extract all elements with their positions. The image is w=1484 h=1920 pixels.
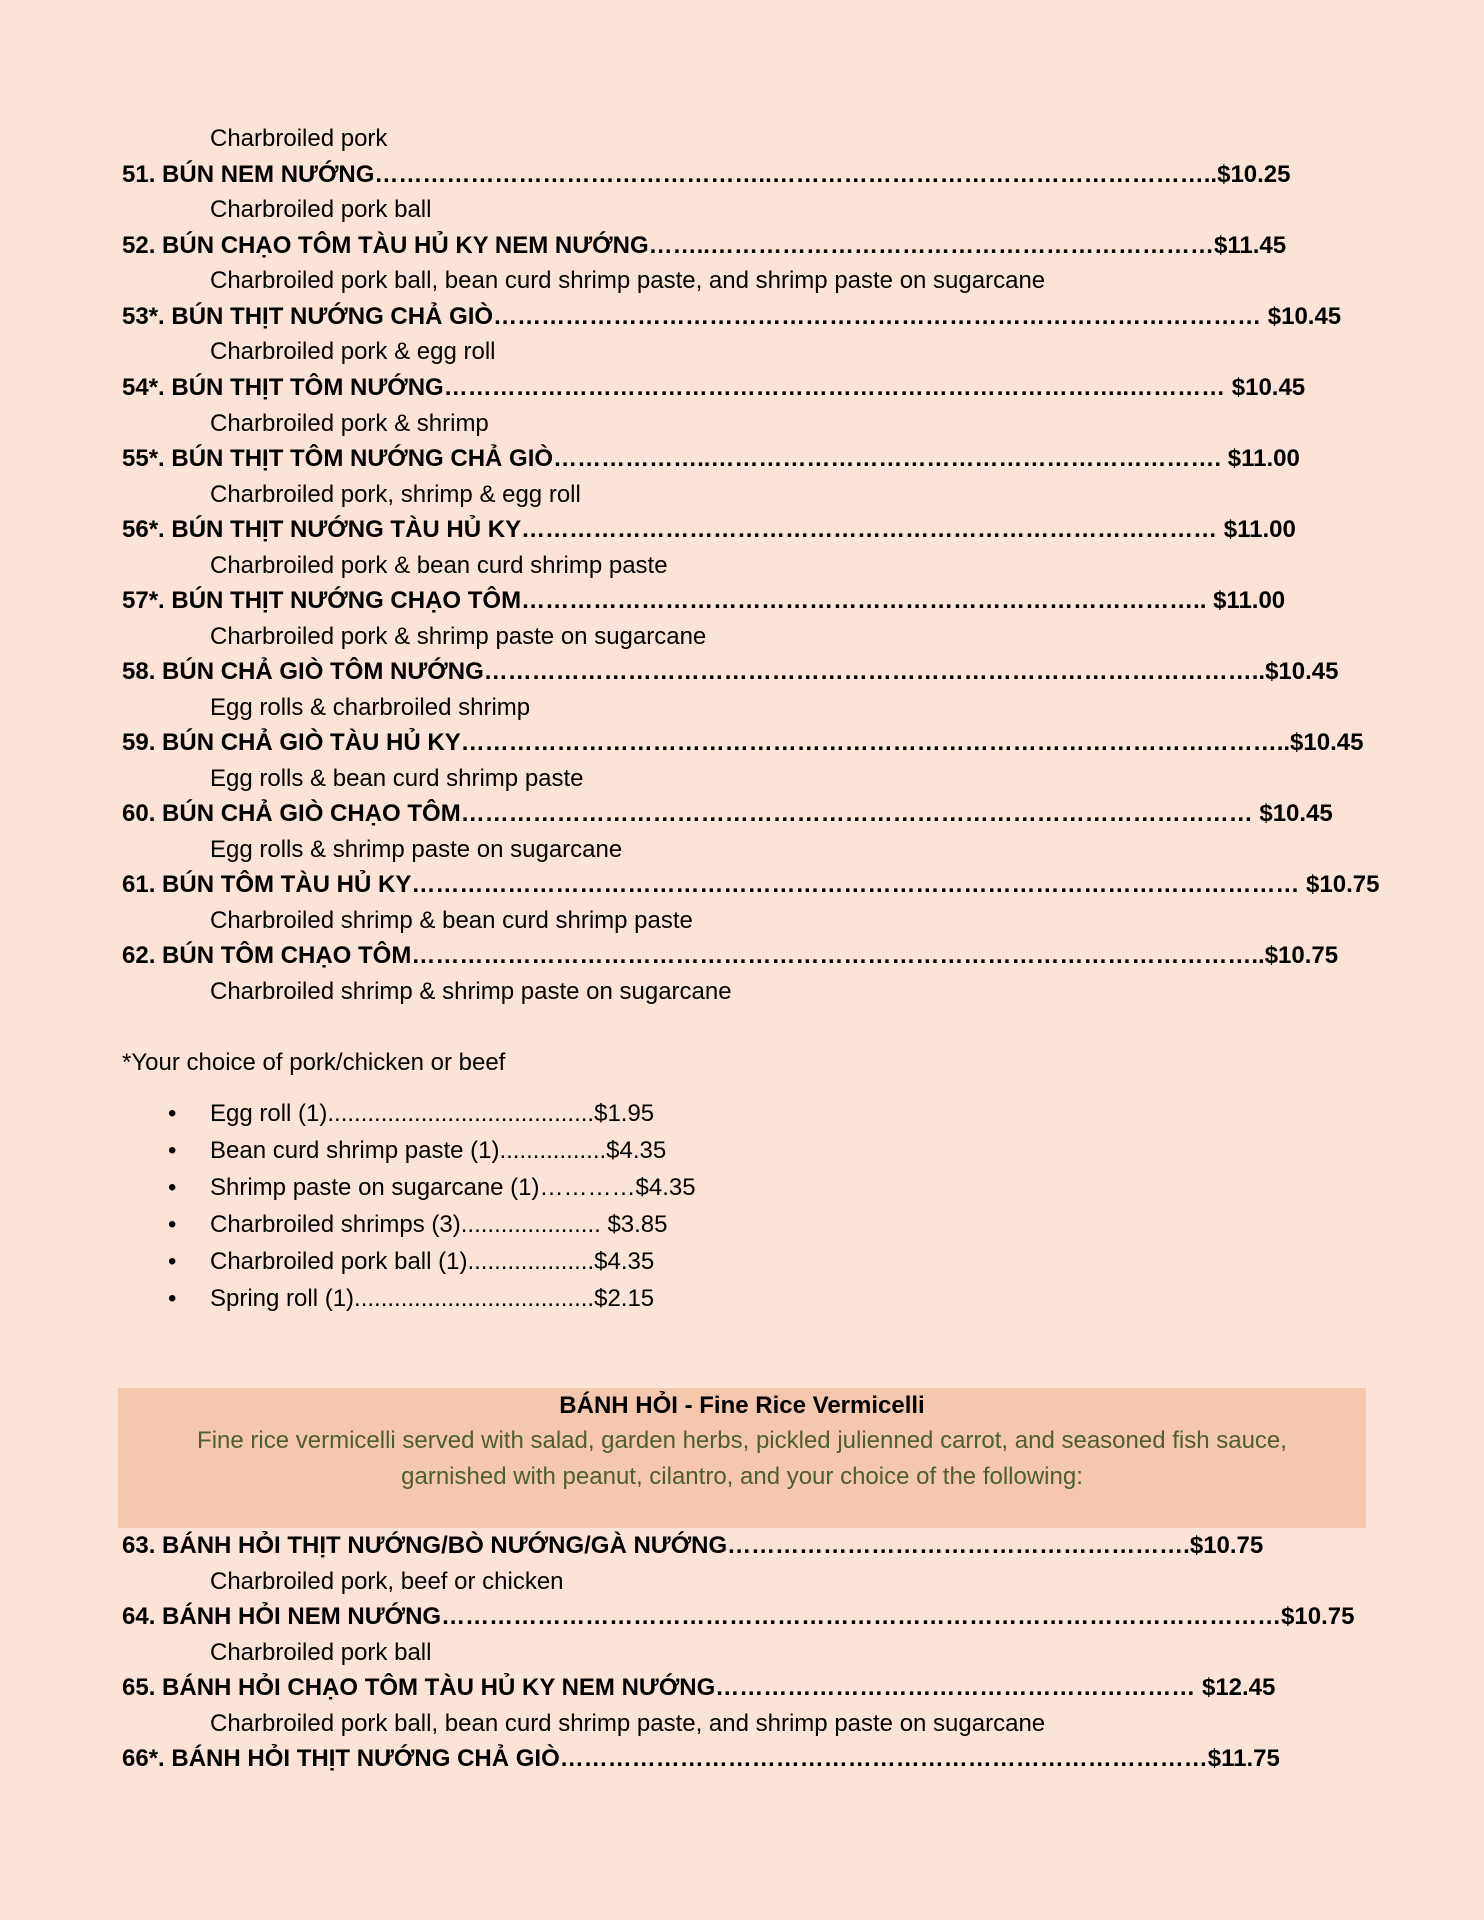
item-name: 63. BÁNH HỎI THỊT NƯỚNG/BÒ NƯỚNG/GÀ NƯỚNG	[122, 1532, 728, 1559]
menu-item-56	[122, 514, 1296, 546]
menu-item-54	[122, 372, 1306, 404]
extra-label: Charbroiled pork ball (1)...................$4.35	[210, 1248, 655, 1275]
leader-dots: ……………………………………………………	[715, 1674, 1196, 1701]
section-description: Fine rice vermicelli served with salad, garden herbs, pickled julienned carrot, and seasoned fish sauce,	[197, 1427, 1287, 1454]
section-title: BÁNH HỎI - Fine Rice Vermicelli	[559, 1392, 925, 1419]
leader-dots: …………………………………………………………………………..	[521, 587, 1207, 614]
item-price: $11.00	[1217, 516, 1296, 543]
item-name: 54*. BÚN THỊT TÔM NƯỚNG	[122, 374, 444, 401]
extra-label: Charbroiled shrimps (3)..................... $3.85	[210, 1211, 668, 1238]
menu-item-57	[122, 585, 1286, 617]
item-description: Charbroiled pork & shrimp	[210, 410, 489, 437]
item-name: 53*. BÚN THỊT NƯỚNG CHẢ GIÒ	[122, 303, 494, 330]
extra-item	[168, 1283, 654, 1315]
menu-item-66	[122, 1743, 1280, 1775]
extra-label: Spring roll (1)....................................$2.15	[210, 1285, 655, 1312]
item-description: Egg rolls & shrimp paste on sugarcane	[210, 836, 623, 863]
extra-item	[168, 1172, 696, 1204]
bullet-icon: •	[168, 1100, 177, 1127]
extra-label: Shrimp paste on sugarcane (1)…………$4.35	[210, 1174, 696, 1201]
bullet-icon: •	[168, 1248, 177, 1275]
section-description: garnished with peanut, cilantro, and your choice of the following:	[401, 1463, 1083, 1490]
item-name: 58. BÚN CHẢ GIÒ TÔM NƯỚNG	[122, 658, 484, 685]
item-description: Egg rolls & bean curd shrimp paste	[210, 765, 584, 792]
bullet-icon: •	[168, 1174, 177, 1201]
leader-dots: …………………………………………………………………………………………………	[411, 871, 1300, 898]
item-price: $12.45	[1195, 1674, 1276, 1701]
menu-item-59	[122, 727, 1364, 759]
extra-item	[168, 1246, 654, 1278]
bullet-icon: •	[168, 1137, 177, 1164]
item-price: $11.00	[1221, 445, 1300, 472]
item-name: 61. BÚN TÔM TÀU HỦ KY	[122, 871, 412, 898]
leader-dots: ……………………………………………………………………………………………	[441, 1603, 1282, 1630]
leader-dots: ……………………………………………………………………………………	[493, 303, 1262, 330]
item-name: 52. BÚN CHẠO TÔM TÀU HỦ KY NEM NƯỚNG	[122, 232, 649, 259]
leader-dots: ………………………………………………………………………………………	[460, 800, 1253, 827]
item-description: Egg rolls & charbroiled shrimp	[210, 694, 531, 721]
item-description: Charbroiled pork, shrimp & egg roll	[210, 481, 581, 508]
item-price: $10.75	[1281, 1603, 1355, 1630]
leader-dots: ………………………………………………………………………	[559, 1745, 1208, 1772]
item-name: 55*. BÚN THỊT TÔM NƯỚNG CHẢ GIÒ	[122, 445, 554, 472]
bullet-icon: •	[168, 1211, 177, 1238]
item-description: Charbroiled shrimp & shrimp paste on sugarcane	[210, 978, 732, 1005]
item-price: $10.45	[1265, 658, 1339, 685]
item-price: $10.45	[1290, 729, 1364, 756]
leader-dots: …………………………………………..………………………………………………..	[374, 161, 1218, 188]
item-description: Charbroiled shrimp & bean curd shrimp paste	[210, 907, 693, 934]
leader-dots: ……..………………………………………………………	[648, 232, 1214, 259]
item-description: Charbroiled pork, beef or chicken	[210, 1568, 564, 1595]
menu-item-53	[122, 301, 1342, 333]
extra-label: Egg roll (1)........................................$1.95	[210, 1100, 655, 1127]
item-price: $10.75	[1299, 871, 1380, 898]
item-description: Charbroiled pork ball	[210, 196, 432, 223]
menu-item-52	[122, 230, 1287, 262]
item-name: 59. BÚN CHẢ GIÒ TÀU HỦ KY	[122, 729, 461, 756]
menu-item-55	[122, 443, 1300, 475]
leader-dots: …………………………………………………………………………………………..	[460, 729, 1291, 756]
item-price: $10.25	[1217, 161, 1291, 188]
menu-item-62	[122, 940, 1339, 972]
extra-item	[168, 1098, 654, 1130]
item-price: $11.45	[1213, 232, 1287, 259]
item-name: 57*. BÚN THỊT NƯỚNG CHẠO TÔM	[122, 587, 522, 614]
menu-item-64	[122, 1601, 1355, 1633]
item-description: Charbroiled pork ball, bean curd shrimp paste, and shrimp paste on sugarcane	[210, 1710, 1046, 1737]
choice-note: *Your choice of pork/chicken or beef	[122, 1049, 506, 1076]
item-price: $10.45	[1252, 800, 1333, 827]
item-name: 65. BÁNH HỎI CHẠO TÔM TÀU HỦ KY NEM NƯỚNG	[122, 1674, 716, 1701]
item-name: 60. BÚN CHẢ GIÒ CHẠO TÔM	[122, 800, 461, 827]
menu-item-65	[122, 1672, 1276, 1704]
menu-item-60	[122, 798, 1333, 830]
item-description: Charbroiled pork ball, bean curd shrimp paste, and shrimp paste on sugarcane	[210, 267, 1046, 294]
item-name: 62. BÚN TÔM CHẠO TÔM	[122, 942, 412, 969]
extra-item	[168, 1135, 666, 1167]
extra-label: Bean curd shrimp paste (1)................$4.35	[210, 1137, 667, 1164]
item-price: $10.45	[1225, 374, 1306, 401]
bullet-icon: •	[168, 1285, 177, 1312]
item-description: Charbroiled pork & shrimp paste on sugarcane	[210, 623, 707, 650]
item-price: $10.75	[1189, 1532, 1264, 1559]
item-name: 66*. BÁNH HỎI THỊT NƯỚNG CHẢ GIÒ	[122, 1745, 560, 1772]
extra-item	[168, 1209, 668, 1241]
item-description: Charbroiled pork ball	[210, 1639, 432, 1666]
item-price: $11.00	[1206, 587, 1286, 614]
item-price: $11.75	[1207, 1745, 1280, 1772]
leader-dots: ………………………………………………….	[727, 1532, 1190, 1559]
item-description: Charbroiled pork & bean curd shrimp paste	[210, 552, 668, 579]
leader-dots: ……………………………………………………………………………………..	[483, 658, 1266, 685]
leader-dots: …………………………………………………………………………..…………	[443, 374, 1226, 401]
menu-item-63	[122, 1530, 1264, 1562]
leader-dots: ……………………………………………………………………………………………..	[411, 942, 1265, 969]
menu-item-51	[122, 159, 1291, 191]
leader-dots: ………………..……………………………………………………….	[553, 445, 1222, 472]
item-description: Charbroiled pork & egg roll	[210, 338, 496, 365]
leader-dots: ……………………………………………………………………………	[521, 516, 1218, 543]
item-price: $10.75	[1264, 942, 1339, 969]
item-description: Charbroiled pork	[210, 125, 388, 152]
item-name: 56*. BÚN THỊT NƯỚNG TÀU HỦ KY	[122, 516, 522, 543]
item-name: 64. BÁNH HỎI NEM NƯỚNG	[122, 1603, 442, 1630]
menu-item-58	[122, 656, 1339, 688]
item-name: 51. BÚN NEM NƯỚNG	[122, 161, 375, 188]
item-price: $10.45	[1261, 303, 1342, 330]
menu-item-61	[122, 869, 1380, 901]
